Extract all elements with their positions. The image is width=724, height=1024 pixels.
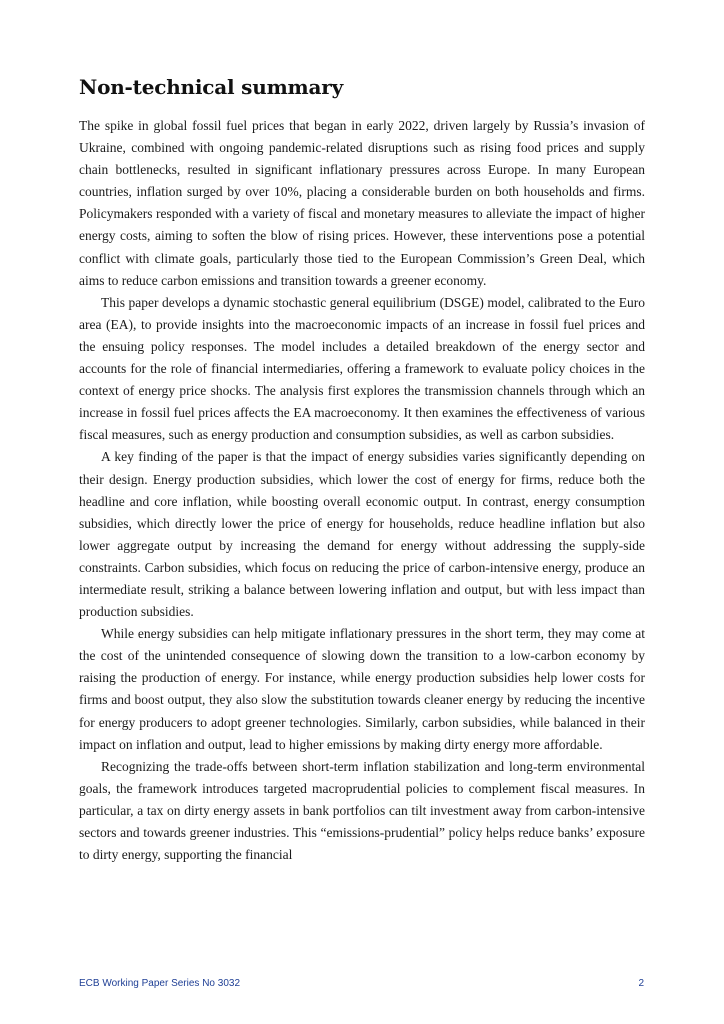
- paragraph-4: While energy subsidies can help mitigate inflationary pressures in the short term, they may come at the cost of the unintended consequence of slowing down the transition to a low-carbon economy by raising the production of energy. For instance, while energy production subsidies help lower costs for firms and boost output, they also slow the substitution towards cleaner energy by reducing the incentive for energy producers to adopt greener technologies. Similarly, carbon subsidies, while balanced in their impact on inflation and output, lead to higher emissions by making dirty energy more affordable.: [79, 626, 645, 752]
- footer-series-title: ECB Working Paper Series No 3032: [79, 978, 241, 989]
- summary-body: [79, 115, 645, 866]
- paragraph-3: A key finding of the paper is that the impact of energy subsidies varies significantly depending on their design. Energy production subsidies, which lower the cost of energy for firms, reduce both the headline and core inflation, while boosting overall economic output. In contrast, energy consumption subsidies, which directly lower the price of energy for households, reduce headline inflation but also lower aggregate output by increasing the demand for energy without addressing the supply-side constraints. Carbon subsidies, which focus on reducing the price of carbon-intensive energy, produce an intermediate result, striking a balance between lowering inflation and output, but with less impact than production subsidies.: [79, 449, 645, 620]
- section-heading: Non-technical summary: [79, 75, 344, 99]
- footer-page-number: 2: [638, 978, 644, 989]
- paragraph-5: Recognizing the trade-offs between short-term inflation stabilization and long-term environmental goals, the framework introduces targeted macroprudential policies to complement fiscal measures. In particular, a tax on dirty energy assets in bank portfolios can tilt investment away from carbon-intensive sectors and towards greener industries. This “emissions-prudential” policy helps reduce banks’ exposure to dirty energy, supporting the financial: [79, 758, 645, 863]
- paragraph-1: The spike in global fossil fuel prices that began in early 2022, driven largely by Russia’s invasion of Ukraine, combined with ongoing pandemic-related disruptions such as rising food prices and supply chain bottlenecks, resulted in significant inflationary pressures across Europe. In many European countries, inflation surged by over 10%, placing a considerable burden on both households and firms. Policymakers responded with a variety of fiscal and monetary measures to alleviate the impact of higher energy costs, aiming to soften the blow of rising prices. However, these interventions pose a potential conflict with climate goals, particularly those tied to the European Commission’s Green Deal, which aims to reduce carbon emissions and transition towards a greener economy.: [79, 118, 645, 288]
- paragraph-2: This paper develops a dynamic stochastic general equilibrium (DSGE) model, calibrated to the Euro area (EA), to provide insights into the macroeconomic impacts of an increase in fossil fuel prices and the ensuing policy responses. The model includes a detailed breakdown of the energy sector and accounts for the role of financial intermediaries, offering a framework to evaluate policy choices in the context of energy price shocks. The analysis first explores the transmission channels through which an increase in fossil fuel prices affects the EA macroeconomy. It then examines the effectiveness of various fiscal measures, such as energy production and consumption subsidies, as well as carbon subsidies.: [79, 294, 645, 443]
